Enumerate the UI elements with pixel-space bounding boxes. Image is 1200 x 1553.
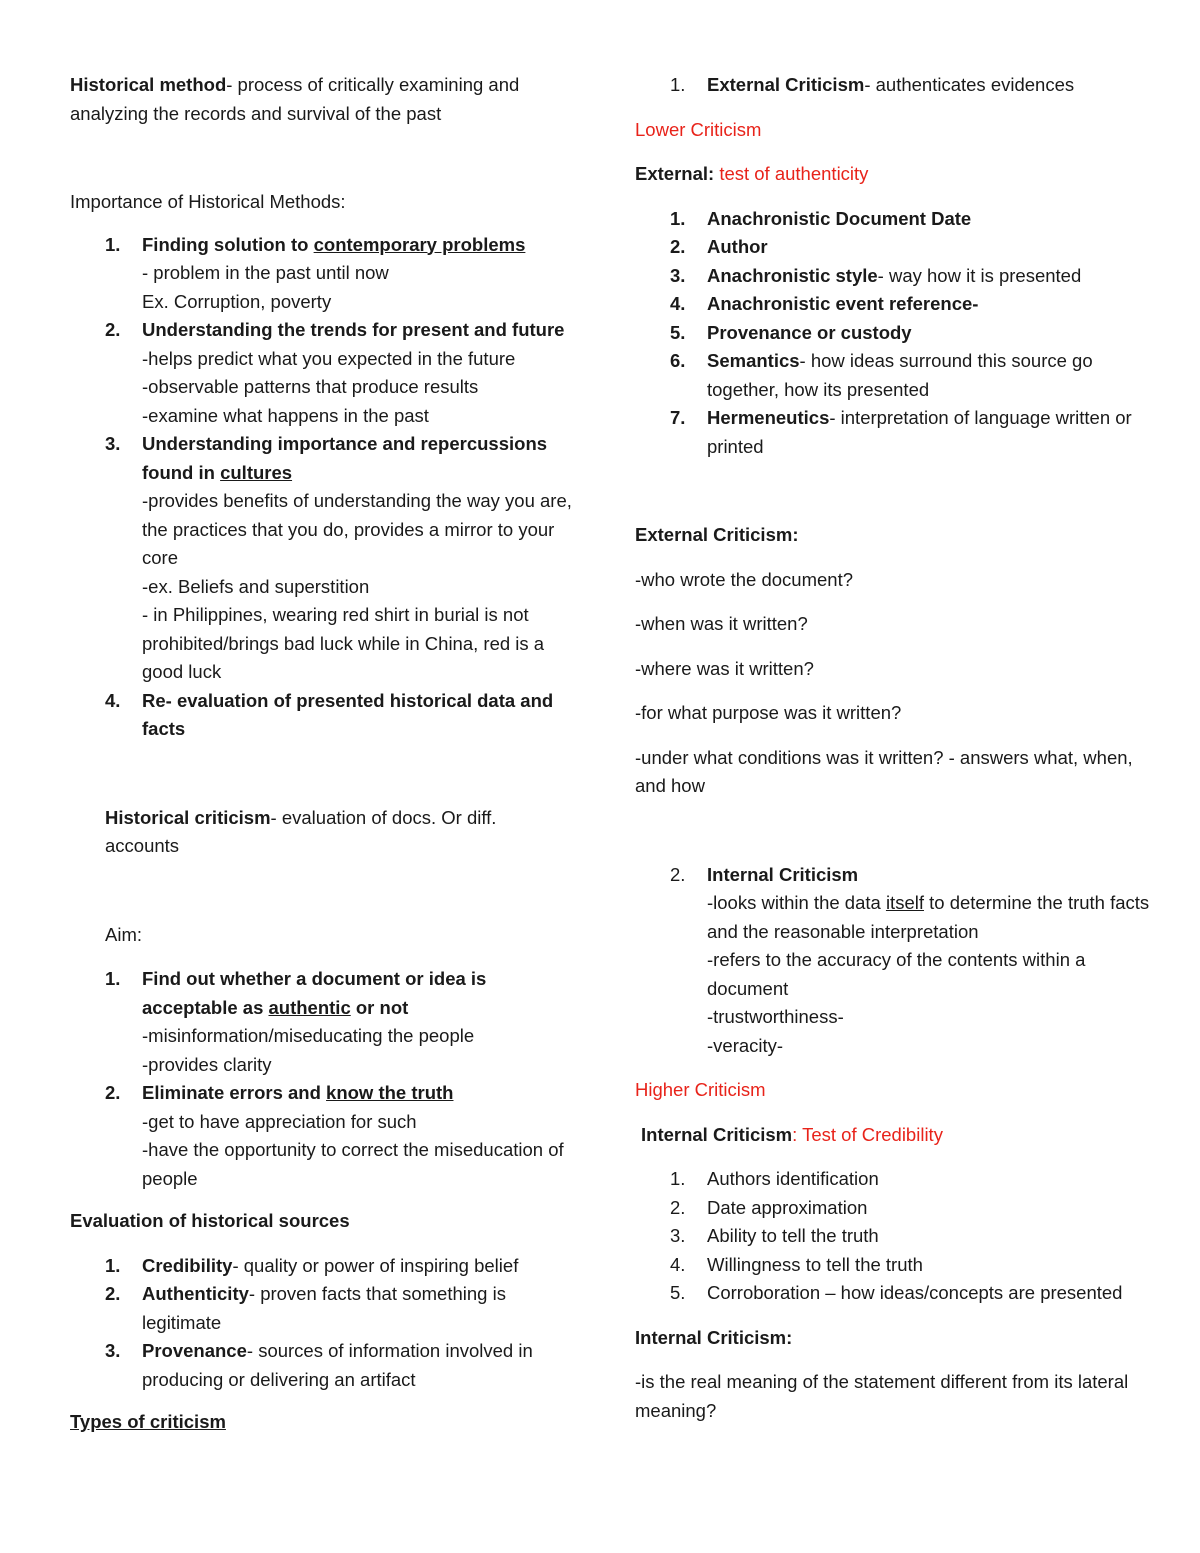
definition: - sources of information involved in producing or delivering an artifact	[142, 1340, 533, 1390]
term: Internal Criticism	[707, 863, 859, 885]
external-label: External:	[635, 163, 720, 184]
term: Author	[707, 236, 768, 257]
item-title: Understanding the trends for present and future	[142, 319, 565, 340]
external-questions	[635, 566, 1155, 801]
list-number: 3.	[105, 1340, 121, 1361]
sub-line: -trustworthiness-	[707, 1006, 844, 1027]
importance-list	[70, 231, 575, 744]
aim-heading: Aim:	[105, 923, 142, 945]
evaluation-list	[70, 1252, 575, 1395]
list-number: 4.	[105, 689, 121, 711]
question: -when was it written?	[635, 613, 808, 634]
text-underlined: contemporary problems	[313, 233, 526, 255]
definition: - way how it is presented	[877, 264, 1082, 286]
text-underlined: authentic	[268, 996, 351, 1018]
list-number: 2.	[105, 319, 121, 340]
list-item	[635, 1194, 1155, 1223]
term: Anachronistic style	[707, 264, 878, 286]
text: Eliminate errors and	[142, 1082, 327, 1103]
list-number: 1.	[670, 74, 686, 95]
sub-line: -examine what happens in the past	[142, 404, 429, 426]
item-text: Date approximation	[707, 1196, 868, 1218]
text: or not	[350, 996, 409, 1018]
list-item	[70, 316, 575, 430]
term: Historical method	[70, 74, 227, 95]
list-item	[635, 1279, 1155, 1308]
external-questions-heading: External Criticism:	[635, 524, 799, 545]
list-number: 1.	[105, 233, 121, 255]
text: Understanding importance and repercussions found in	[142, 433, 548, 483]
list-number: 2.	[105, 1082, 121, 1103]
list-item	[635, 319, 1155, 348]
aims-list	[70, 965, 575, 1193]
text: Find out whether a document or idea is acceptable as	[142, 968, 487, 1018]
list-item	[635, 290, 1155, 319]
term: Anachronistic event reference-	[707, 293, 979, 314]
list-number: 1.	[670, 207, 686, 229]
sub-line: -helps predict what you expected in the future	[142, 347, 516, 369]
list-number: 7.	[670, 407, 686, 428]
list-number: 2.	[105, 1283, 121, 1304]
term: Hermeneutics	[707, 407, 830, 428]
list-number: 4.	[670, 1253, 686, 1275]
higher-criticism-label: Higher Criticism	[635, 1079, 766, 1100]
sub-line: - in Philippines, wearing red shirt in burial is not prohibited/brings bad luck while in China, red is a good luck	[142, 604, 545, 682]
list-item	[635, 1165, 1155, 1194]
item-text: Willingness to tell the truth	[707, 1253, 923, 1275]
list-number: 3.	[670, 264, 686, 286]
list-number: 1.	[105, 968, 121, 989]
list-number: 5.	[670, 1282, 686, 1303]
term: Authenticity	[142, 1283, 249, 1304]
list-item	[70, 965, 575, 1079]
left-column	[70, 71, 575, 1437]
list-item	[635, 1222, 1155, 1251]
internal-items-list	[635, 1165, 1155, 1308]
list-number: 3.	[670, 1225, 686, 1246]
list-item	[635, 404, 1155, 461]
text-underlined: know the truth	[326, 1082, 454, 1103]
term: Historical criticism	[105, 806, 271, 828]
list-item	[635, 861, 1155, 1061]
item-text: Ability to tell the truth	[707, 1225, 879, 1246]
external-items-list	[635, 205, 1155, 462]
sub-line: Ex. Corruption, poverty	[142, 290, 332, 312]
sub-line: -veracity-	[707, 1034, 784, 1056]
term: Anachronistic Document Date	[707, 207, 972, 229]
external-test-line	[635, 160, 1155, 189]
text: -looks within the data	[707, 892, 886, 913]
list-number: 3.	[105, 433, 121, 454]
external-criticism-item	[635, 71, 1155, 100]
definition: - evaluation of docs. Or diff. accounts	[105, 806, 497, 856]
text-underlined: cultures	[220, 461, 293, 483]
question: -for what purpose was it written?	[635, 702, 902, 723]
question: -where was it written?	[635, 657, 814, 679]
definition: - how ideas surround this source go together, how its presented	[707, 350, 1093, 400]
historical-method-definition	[70, 71, 575, 128]
list-item	[635, 347, 1155, 404]
list-item	[70, 687, 575, 744]
term: Credibility	[142, 1254, 233, 1276]
lower-criticism-label: Lower Criticism	[635, 118, 762, 140]
item-title	[142, 1079, 575, 1108]
definition: - authenticates evidences	[864, 74, 1075, 95]
internal-sub-lines	[707, 946, 1155, 1060]
list-number: 1.	[105, 1254, 121, 1276]
sub-line: -misinformation/miseducating the people	[142, 1025, 475, 1046]
sub-line: -provides benefits of understanding the way you are, the practices that you do, provides a mirror to your core	[142, 490, 572, 568]
list-item	[635, 71, 1155, 100]
sub-line: -refers to the accuracy of the contents within a document	[707, 949, 1086, 999]
text: Finding solution to	[142, 233, 314, 255]
text-underlined: itself	[885, 892, 924, 913]
item-text: Corroboration – how ideas/concepts are presented	[707, 1282, 1123, 1303]
list-item	[635, 205, 1155, 234]
term: Provenance	[142, 1340, 247, 1361]
internal-question-heading: Internal Criticism:	[635, 1326, 793, 1348]
evaluation-heading: Evaluation of historical sources	[70, 1210, 350, 1231]
list-item	[635, 233, 1155, 262]
external-test: test of authenticity	[719, 163, 869, 184]
term: External Criticism	[707, 74, 865, 95]
list-item	[70, 1337, 575, 1394]
item-text: Authors identification	[707, 1168, 879, 1189]
list-number: 5.	[670, 321, 686, 343]
term: Semantics	[707, 350, 800, 371]
definition: - process of critically examining and analyzing the records and survival of the past	[70, 74, 520, 124]
list-item	[635, 1251, 1155, 1280]
question: -under what conditions was it written? - answers what, when, and how	[635, 746, 1133, 796]
sub-line: -get to have appreciation for such	[142, 1110, 417, 1132]
internal-test-line	[641, 1121, 1155, 1150]
definition: - proven facts that something is legitimate	[142, 1283, 506, 1333]
term: Provenance or custody	[707, 321, 912, 343]
list-item	[635, 262, 1155, 291]
internal-criticism-item	[635, 861, 1155, 1061]
internal-label: Internal Criticism	[641, 1123, 793, 1145]
right-column	[635, 71, 1155, 1425]
list-number: 2.	[670, 863, 686, 885]
question: -who wrote the document?	[635, 568, 854, 590]
list-item	[70, 1252, 575, 1281]
internal-test: : Test of Credibility	[792, 1123, 943, 1145]
item-title	[142, 430, 575, 487]
importance-heading: Importance of Historical Methods:	[70, 191, 346, 212]
sub-line: -observable patterns that produce results	[142, 376, 479, 397]
list-item	[70, 430, 575, 687]
item-title: Re- evaluation of presented historical data and facts	[142, 689, 554, 739]
types-heading: Types of criticism	[70, 1411, 226, 1432]
sub-line	[707, 889, 1155, 946]
sub-line: - problem in the past until now	[142, 262, 389, 283]
list-number: 2.	[670, 236, 686, 257]
text: to determine the truth facts and the reasonable interpretation	[707, 892, 1150, 942]
list-item	[70, 231, 575, 317]
list-number: 1.	[670, 1168, 686, 1189]
historical-criticism-definition	[105, 804, 575, 861]
sub-line: -ex. Beliefs and superstition	[142, 575, 370, 597]
item-title	[142, 965, 575, 1022]
list-number: 6.	[670, 350, 686, 371]
sub-line: -have the opportunity to correct the miseducation of people	[142, 1139, 564, 1189]
definition: - interpretation of language written or printed	[707, 407, 1132, 457]
item-title	[142, 231, 575, 260]
internal-question: -is the real meaning of the statement different from its lateral meaning?	[635, 1371, 1129, 1421]
list-number: 4.	[670, 293, 686, 314]
list-item	[70, 1079, 575, 1193]
definition: - quality or power of inspiring belief	[232, 1254, 519, 1276]
list-number: 2.	[670, 1196, 686, 1218]
sub-line: -provides clarity	[142, 1053, 272, 1075]
list-item	[70, 1280, 575, 1337]
